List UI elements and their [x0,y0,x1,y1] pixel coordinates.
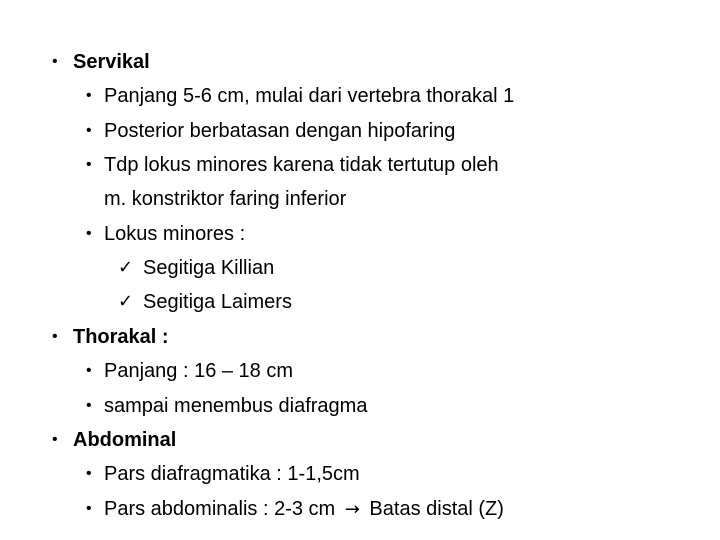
list-item-lokus-minores: Lokus minores : [104,223,246,245]
bullet-icon: • [52,328,58,345]
bullet-icon: • [52,431,58,448]
pars-abdominalis-text: Pars abdominalis : 2-3 cm [104,498,336,520]
list-item-sampai-diafragma: sampai menembus diafragma [104,395,368,417]
section-heading-abdominal: Abdominal [73,429,177,451]
sub-item-segitiga-laimers: Segitiga Laimers [143,291,292,313]
section-heading-servikal: Servikal [73,51,150,73]
list-item-pars-diafragmatika: Pars diafragmatika : 1-1,5cm [104,463,360,485]
bullet-icon: • [86,122,92,139]
checkmark-icon: ✓ [118,291,134,312]
checkmark-icon: ✓ [118,257,134,278]
list-item-tdp-lokus-continued: m. konstriktor faring inferior [104,188,347,210]
section-heading-thorakal: Thorakal : [73,326,169,348]
bullet-icon: • [86,500,92,517]
arrow-right-icon: → [344,499,360,520]
bullet-icon: • [86,87,92,104]
list-item-tdp-lokus: Tdp lokus minores karena tidak tertutup oleh [104,154,499,176]
sub-item-segitiga-killian: Segitiga Killian [143,257,275,279]
list-item-panjang-thorakal: Panjang : 16 – 18 cm [104,360,294,382]
list-item-pars-abdominalis [104,497,504,522]
bullet-icon: • [52,53,58,70]
bullet-icon: • [86,397,92,414]
bullet-icon: • [86,362,92,379]
list-item-panjang-servikal: Panjang 5-6 cm, mulai dari vertebra thorakal 1 [104,85,515,107]
bullet-icon: • [86,225,92,242]
bullet-icon: • [86,465,92,482]
bullet-icon: • [86,156,92,173]
batas-distal-text: Batas distal (Z) [369,498,504,520]
list-item-posterior: Posterior berbatasan dengan hipofaring [104,120,456,142]
